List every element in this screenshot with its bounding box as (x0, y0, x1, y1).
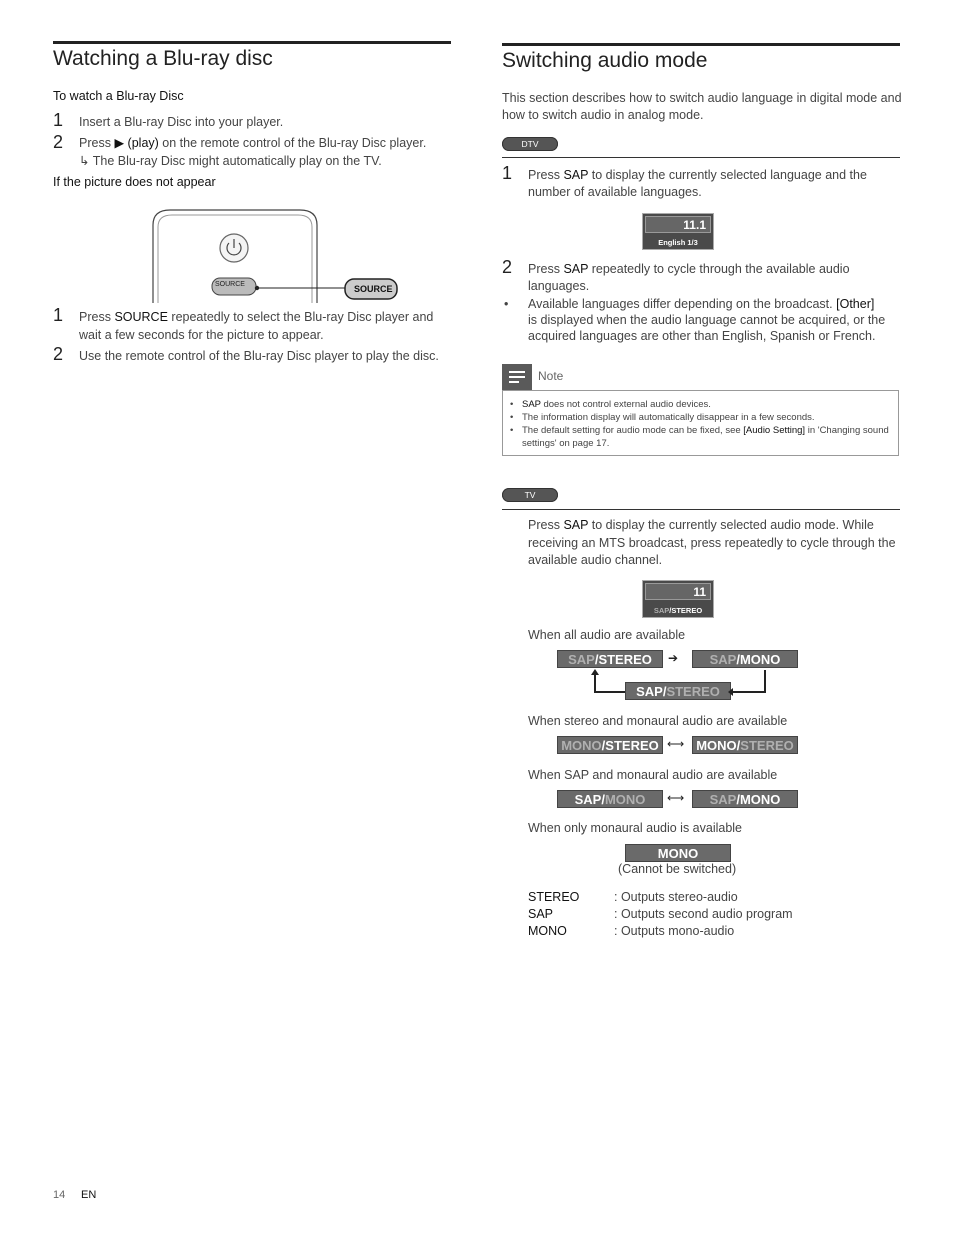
note-item: SAP does not control external audio devices. (522, 399, 711, 410)
divider (502, 157, 900, 158)
bullet-text-cont: is displayed when the audio language cannot be acquired, or the (528, 313, 886, 327)
tv-text: Press SAP to display the currently selected audio mode. While (528, 518, 874, 532)
arrow-right-icon: ➔ (668, 651, 679, 665)
right-title-rule (502, 43, 900, 46)
result-arrow-icon: ↳ (79, 154, 90, 168)
osd-channel: 11.1 (645, 216, 711, 233)
osd-dtv-display (642, 213, 714, 250)
step-text: Press SOURCE repeatedly to select the Blu-ray Disc player and (79, 310, 434, 324)
step-text-cont: languages. (528, 279, 590, 293)
osd-audio-mode: SAP/STEREO (653, 606, 703, 615)
intro-text: how to switch audio in analog mode. (502, 108, 704, 122)
divider (502, 509, 900, 510)
step-text: Press SAP repeatedly to cycle through the available audio (528, 262, 850, 276)
bullet-icon: • (504, 297, 509, 311)
right-section-title: Switching audio mode (502, 49, 708, 72)
step-text: Press ▶ (play) on the remote control of the Blu-ray Disc player. (79, 136, 427, 150)
legend-term: STEREO (528, 890, 580, 904)
note-item: The default setting for audio mode can be fixed, see [Audio Setting] in 'Changing sound (522, 425, 889, 436)
step-number: 2 (53, 344, 64, 364)
remote-source-button-small: SOURCE (215, 281, 245, 288)
step-text: Press SAP to display the currently selected language and the (528, 168, 867, 182)
bullet-text-cont: acquired languages are other than English, Spanish or French. (528, 329, 876, 343)
step-text: Use the remote control of the Blu-ray Disc player to play the disc. (79, 349, 439, 363)
bullet-text: Available languages differ depending on the broadcast. [Other] (528, 297, 875, 311)
note-item: The information display will automatically disappear in a few seconds. (522, 412, 815, 423)
note-bullet: • (510, 399, 514, 410)
step-text: Insert a Blu-ray Disc into your player. (79, 115, 284, 129)
legend-term: MONO (528, 924, 567, 938)
note-item-cont: settings' on page 17. (522, 438, 610, 449)
note-icon (502, 364, 532, 390)
language-code: EN (81, 1189, 97, 1201)
case-label: When stereo and monaural audio are available (528, 714, 788, 728)
mode-sap-mono-alt: SAP/MONO (557, 790, 663, 808)
step-text-cont: number of available languages. (528, 185, 702, 199)
mode-sap-mono: SAP/MONO (692, 790, 798, 808)
note-bullet: • (510, 425, 514, 436)
tv-badge: TV (502, 488, 558, 502)
page-number: 14 (53, 1189, 66, 1201)
mode-mono: MONO (625, 844, 731, 862)
case-label: When SAP and monaural audio are available (528, 768, 778, 782)
tv-text-cont: receiving an MTS broadcast, press repeatedly to cycle through the (528, 536, 896, 550)
step-text-cont: wait a few seconds for the picture to appear. (79, 328, 324, 342)
step-number: 2 (53, 132, 64, 152)
mode-mono-stereo-alt: MONO/STEREO (692, 736, 798, 754)
legend-desc: : Outputs mono-audio (614, 924, 735, 938)
mode-sap-stereo-alt: SAP/STEREO (625, 682, 731, 700)
mode-mono-stereo: MONO/STEREO (557, 736, 663, 754)
step-result: ↳ The Blu-ray Disc might automatically play on the TV. (79, 154, 382, 168)
osd-language: English 1/3 (658, 238, 698, 247)
step-number: 1 (53, 110, 64, 130)
left-section-title: Watching a Blu-ray disc (53, 47, 273, 70)
legend-term: SAP (528, 907, 554, 921)
subhead-no-picture: If the picture does not appear (53, 175, 216, 189)
case-label: When all audio are available (528, 628, 686, 642)
arrow-both-icon: ⟷ (667, 737, 685, 751)
dtv-badge: DTV (502, 137, 558, 151)
case-label: When only monaural audio is available (528, 821, 743, 835)
intro-text: This section describes how to switch audio language in digital mode and (502, 91, 902, 105)
legend-desc: : Outputs stereo-audio (614, 890, 738, 904)
mode-sap-mono: SAP/MONO (692, 650, 798, 668)
legend-desc: : Outputs second audio program (614, 907, 793, 921)
left-title-rule (53, 41, 451, 44)
osd-tv-display (642, 580, 714, 618)
play-icon: ▶ (114, 136, 125, 150)
note-label: Note (538, 369, 564, 383)
subhead-watch: To watch a Blu-ray Disc (53, 89, 184, 103)
tv-text-cont: available audio channel. (528, 553, 663, 567)
remote-source-button-zoom: SOURCE (354, 284, 393, 294)
cycle-arrows-icon (585, 668, 770, 696)
step-number: 1 (502, 163, 513, 183)
arrow-both-icon: ⟷ (667, 791, 685, 805)
cannot-switch-text: (Cannot be switched) (618, 862, 737, 876)
step-number: 1 (53, 305, 64, 325)
step-number: 2 (502, 257, 513, 277)
osd-channel: 11 (645, 583, 711, 600)
note-bullet: • (510, 412, 514, 423)
mode-sap-stereo: SAP/STEREO (557, 650, 663, 668)
